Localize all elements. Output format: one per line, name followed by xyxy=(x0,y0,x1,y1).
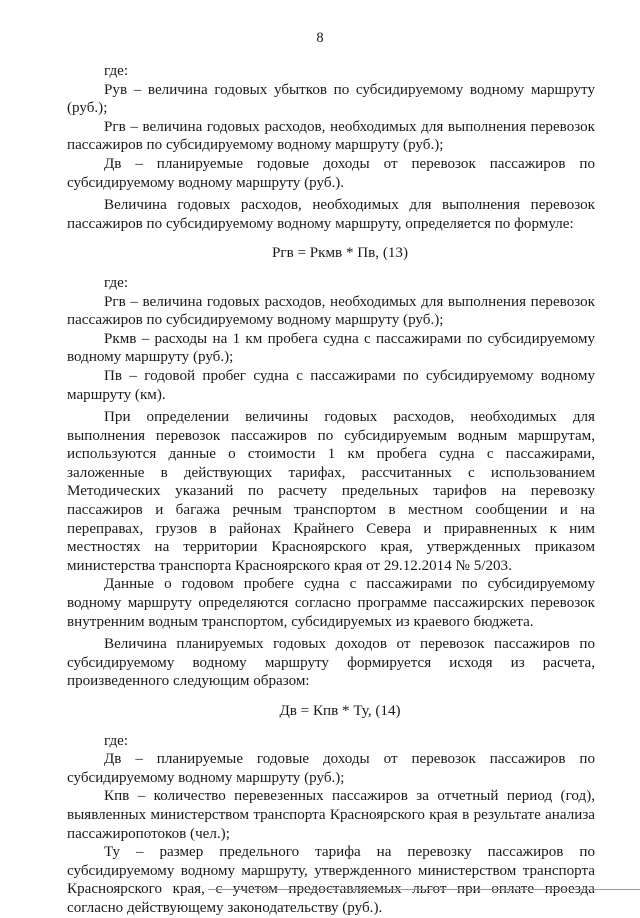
definition-rgv: Ргв – величина годовых расходов, необходимых для выполнения перевозок пассажиров по субсидируемому водному маршруту (руб.); xyxy=(67,118,595,154)
definition-pv: Пв – годовой пробег судна с пассажирами по субсидируемому водному маршруту (км). xyxy=(67,367,595,403)
formula-13: Ргв = Ркмв * Пв, (13) xyxy=(272,245,408,262)
definition-dv-2: Дв – планируемые годовые доходы от перевозок пассажиров по субсидируемому водному маршруту (руб.); xyxy=(67,751,595,786)
definition-kpv: Кпв – количество перевезенных пассажиров за отчетный период (год), выявленных министерством транспорта Красноярского края в результате анализа пассажиропотоков (чел.); xyxy=(67,788,595,842)
paragraph-cost-method: При определении величины годовых расходов, необходимых для выполнения перевозок пассажиров по субсидируемым водным маршрутам, используются данные о стоимости 1 км пробега судна с пассажирами, заложенные в действующих тарифах, рассчитанных с использованием Методических указаний по расчету предельных тарифов на перевозку пассажиров и багажа речным транспортом в местном сообщении и на переправах, грузов в районах Крайнего Севера и приравненных к ним местностях на территории Красноярского края, утвержденных приказом министерства транспорта Красноярского края от 29.12.2014 № 5/203. xyxy=(67,409,595,574)
where-label-2: где: xyxy=(104,274,129,291)
page-number: 8 xyxy=(316,30,324,46)
paragraph-dv-intro: Величина планируемых годовых доходов от перевозок пассажиров по субсидируемому водному маршруту формируется исходя из расчета, произведенного следующим образом: xyxy=(67,636,595,690)
formula-14: Дв = Кпв * Ту, (14) xyxy=(279,703,401,719)
definition-dv: Дв – планируемые годовые доходы от перевозок пассажиров по субсидируемому водному маршруту (руб.). xyxy=(67,155,595,191)
where-label-1: где: xyxy=(104,63,129,79)
definition-ruv: Рув – величина годовых убытков по субсидируемому водному маршруту (руб.); xyxy=(67,81,595,117)
definition-rgv-2: Ргв – величина годовых расходов, необходимых для выполнения перевозок пассажиров по субсидируемому водному маршруту (руб.); xyxy=(67,293,595,329)
scan-edge-line xyxy=(208,889,640,890)
definition-rkmv: Ркмв – расходы на 1 км пробега судна с пассажирами по субсидируемому водному маршруту (руб.); xyxy=(67,330,595,366)
document-body xyxy=(67,62,595,918)
paragraph-mileage-data: Данные о годовом пробеге судна с пассажирами по субсидируемому водному маршруту определяются согласно программе пассажирских перевозок внутренним водным транспортом, субсидируемых из краевого бюджета. xyxy=(67,576,595,630)
definition-tu: Ту – размер предельного тарифа на перевозку пассажиров по субсидируемому водному маршруту, утвержденного министерством транспорта Красноярского края, с учетом предоставляемых льгот при оплате проезда согласно действующему законодательству (руб.). xyxy=(67,844,595,916)
where-label-3: где: xyxy=(104,732,129,749)
paragraph-rgv-intro: Величина годовых расходов, необходимых для выполнения перевозок пассажиров по субсидируемому водному маршруту, определяется по формуле: xyxy=(67,197,595,232)
